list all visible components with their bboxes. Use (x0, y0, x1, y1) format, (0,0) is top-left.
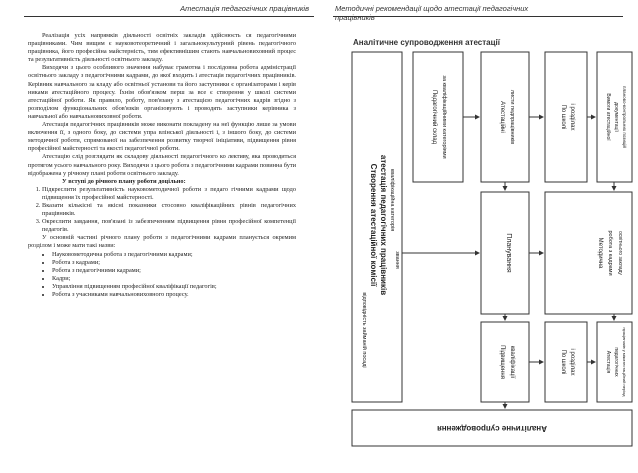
right-page (319, 0, 638, 473)
paragraph-3: Атестація педагогічних працівників може виконати покладену на неї функцію лише за умови включення її, з одного боку, до системи упра влінської діяльності і, з іншого боку, до системи методичної роботи, спрямованої на забезпечення розвитку творчої ініціативи, підвищення рівня професійної майстерності та якості педагогічної роботи. (28, 121, 296, 153)
left-body-text (28, 32, 296, 299)
req-line-2: документації (613, 102, 619, 132)
paragraph-4: Атестацію слід розглядати як складову діяльності педагогічного ко лективу, яка проводиться протягом усього навчального року. Виходячи з цього робота з педагогічними кадрами повинна бути відображена у річному плані роботи освітнього закладу. (28, 153, 296, 177)
paragraph-2: Виходячи з цього особливого значення набуває грамотна і послідовна робота адміністрації освітнього закладу з педагогічними кадрами, до якої входить і атестація педагогічних працівників. Керівник навчального за кладу або освітньої установи та його заступники є організаторами і керів никами атестаційного процесу. Їхнім обов'язком перш за все є створення у школі системи атестаційної роботи. Як правило, роботу, пов'язану з атестацією педагогічних кадрів згідно з розподілом функціональних обов'язків організовують і проводять заступники керівника з навчальної або навчальновиховної роботи. (28, 64, 296, 120)
right-header-line-2: працівників (335, 13, 375, 22)
req-line-3: планово-контрольних позицій (622, 86, 627, 148)
numbered-list (28, 186, 296, 235)
left-header-rule (24, 16, 314, 17)
staff-line-2: за кваліфікаційними категоріями (441, 75, 447, 159)
inter-line-1: Атестація (605, 350, 611, 374)
bullet-item: • Робота з учасниками навчальновиховного процесу. (52, 291, 296, 299)
method-line-1: Методична (597, 237, 603, 269)
bottom-row-text (499, 327, 627, 397)
req-line-1: Вимоги атестаційної (605, 93, 611, 141)
school-top-line-2: і розділах (569, 103, 575, 131)
big-box-text (361, 155, 400, 368)
sheets-line-1: Атестаційні (499, 101, 505, 133)
big-box-sub-3: звання (394, 251, 400, 269)
school-top-line-1: По школі (560, 104, 566, 130)
method-line-2: робота з кадрами (607, 230, 613, 276)
closing-paragraph: У основній частині річного плану роботи з педагогічними кадрами планується окремим розділом і може мати такі назви: (28, 234, 296, 250)
inter-line-3: працівників у міжатестаційний період (622, 327, 627, 397)
bullet-list (28, 251, 296, 300)
flow-diagram (319, 0, 638, 473)
numbered-item: 1. Підкреслити результативність науковометодичної роботи з педаго гічними кадрами щодо підвищення їх професійної майстерності. (42, 186, 296, 202)
box-staff-categories (413, 52, 463, 182)
method-line-3: освітнього закладу (617, 231, 623, 275)
bullet-item: • Управління підвищенням професійної кваліфікації педагогів; (52, 283, 296, 291)
sheets-line-2: листи педпрацівників (509, 89, 515, 145)
staff-line-1: Педагогічний склад (431, 89, 437, 145)
big-box-line-1: Створення атестаційної комісії (369, 163, 378, 287)
right-header-line-1: Методичні рекомендації щодо атестації педагогічних (335, 4, 529, 13)
plan-intro-heading: У вступі до річного плану роботи доцільно: (62, 177, 186, 185)
school-bottom-line-1: По школі (560, 349, 566, 375)
numbered-item: 2. Вказати кількісні та якісні показники стосовно кваліфікаційних рівнів педагогічних працівників. (42, 202, 296, 218)
planning-label: Планування (505, 233, 512, 273)
footer-label: Аналітичне супроводження (437, 423, 547, 433)
bullet-item: • Кадри; (52, 275, 296, 283)
bullet-item: • Робота з педагогічними кадрами; (52, 267, 296, 275)
box-planning (481, 192, 529, 314)
qual-line-1: Підвищення (499, 345, 505, 379)
big-box-line-2: атестація педагогічних працівників (379, 154, 388, 296)
numbered-item: 3. Окреслити завдання, пов'язані із забезпеченням підвищення рівня професійної компетенції педагогів. (42, 218, 296, 234)
diagram-title: Аналітичне супроводження атестації (353, 38, 501, 47)
paragraph-1: Реалізація усіх напрямків діяльності освітніх закладів здійснюєть ся педагогічними працівниками. Чим вищим є науковотеоретичний і загальнокультурний рівень педагогічного працівника, його професійна майстерність, тим ефективнішим стають навчальновиховний процес та результативність діяльності освітнього закладу. (28, 32, 296, 64)
bullet-item: • Науковометодична робота з педагогічними кадрами; (52, 251, 296, 259)
big-box-sub-1: відповідність займаній посаді (361, 292, 367, 368)
left-running-header: Атестація педагогічних працівників (180, 4, 309, 13)
school-bottom-line-2: і розділах (569, 348, 575, 376)
middle-row-text (505, 230, 623, 275)
inter-line-2: педагогічних (613, 347, 619, 377)
qual-line-2: кваліфікації (509, 345, 515, 379)
bullet-item: • Робота з кадрами; (52, 259, 296, 267)
big-box-sub-2: кваліфікаційна категорія (389, 168, 395, 232)
